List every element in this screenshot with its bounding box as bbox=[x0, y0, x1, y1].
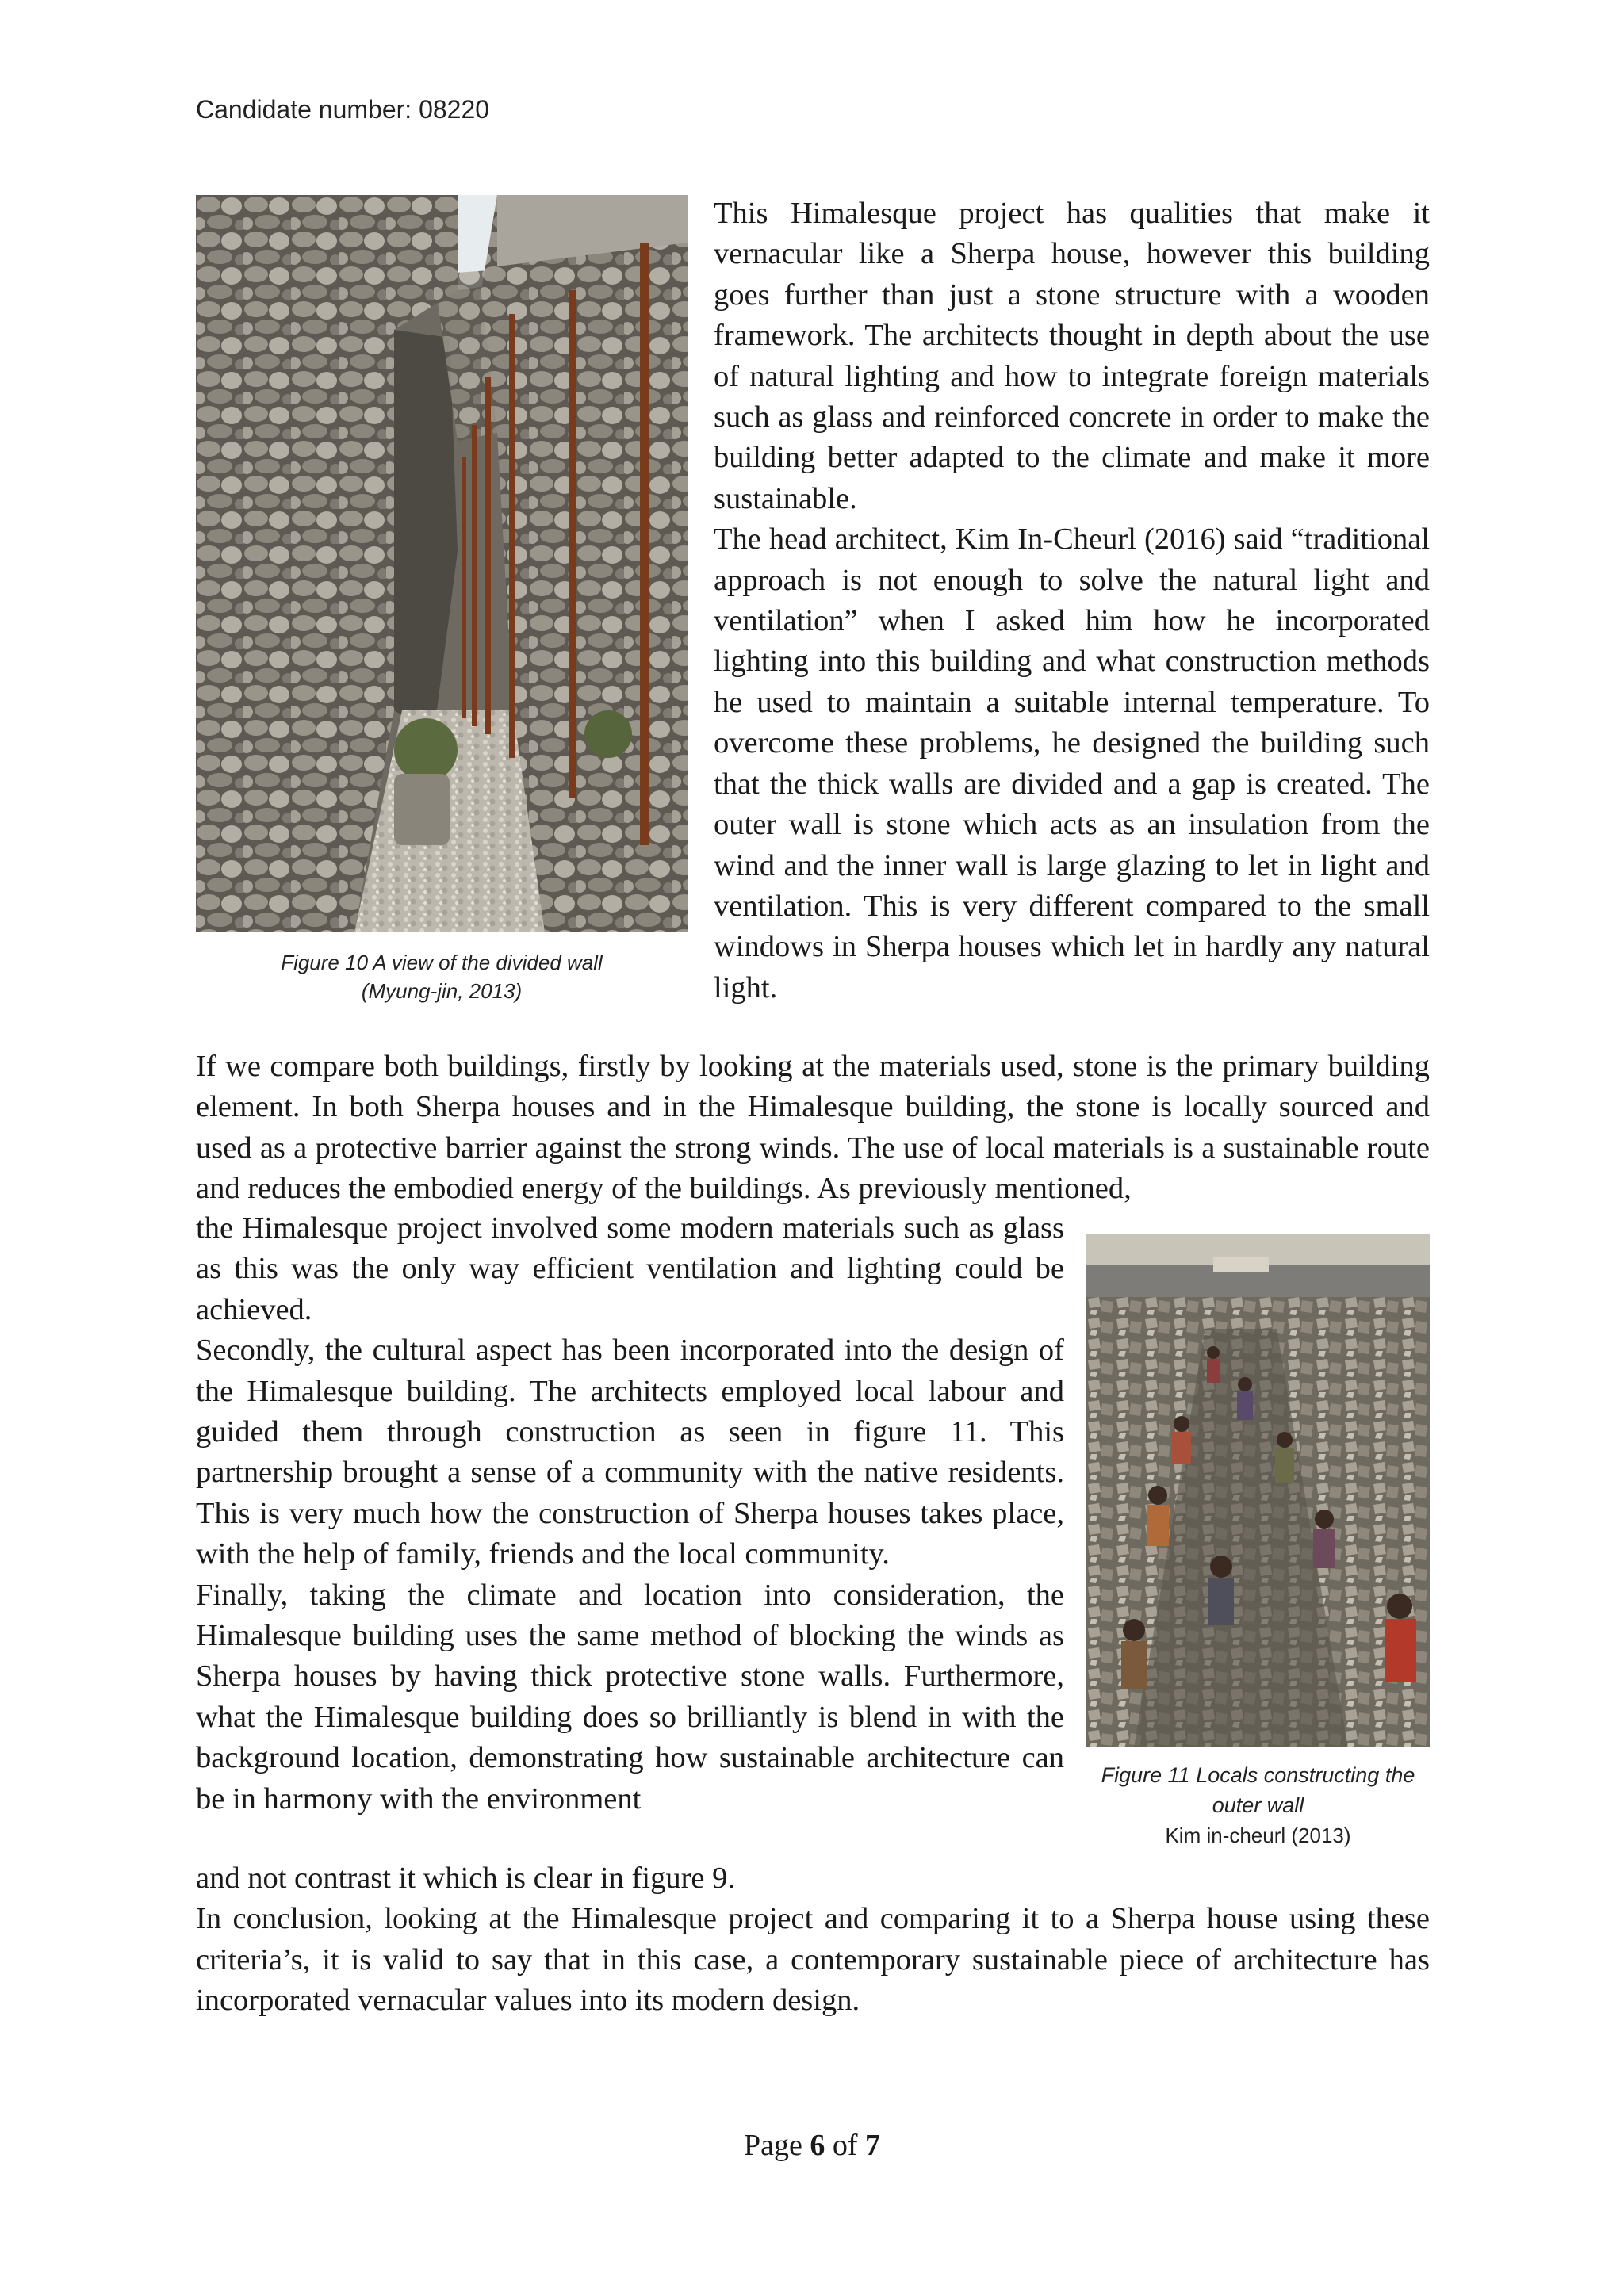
paragraph-2: The head architect, Kim In-Cheurl (2016) said “traditional approach is not enough to solve the natural light and ventilation” when I asked him how he incorporated lighting into this building and what construction methods he used to maintain a suitable internal temperature. To overcome these problems, he designed the building such that the thick walls are divided and a gap is created. The outer wall is stone which acts as an insulation from the wind and the inner wall is large glazing to let in light and ventilation. This is very different compared to the small windows in Sherpa houses which let in hardly any natural light. bbox=[714, 522, 1430, 1004]
divided-wall-image bbox=[196, 195, 688, 932]
figure-10-caption-credit: (Myung-jin, 2013) bbox=[361, 979, 523, 1003]
figure-11-photo bbox=[1086, 1234, 1430, 1747]
locals-construction-image bbox=[1086, 1234, 1430, 1747]
figure-10-caption bbox=[196, 948, 688, 1005]
paragraph-6: In conclusion, looking at the Himalesque project and comparing it to a Sherpa house using these criteria’s, it is valid to say that in this case, a contemporary sustainable piece of architecture has incorporated vernacular values into its modern design. bbox=[196, 1902, 1430, 2018]
left-column-text bbox=[196, 1208, 1064, 1820]
paragraph-1: This Himalesque project has qualities that make it vernacular like a Sherpa house, however this building goes further than just a stone structure with a wooden framework. The architects thought in depth about the use of natural lighting and how to integrate foreign materials such as glass and reinforced concrete in order to make the building better adapted to the climate and make it more sustainable. bbox=[714, 197, 1430, 515]
paragraph-3-text: If we compare both buildings, firstly by looking at the materials used, stone is the primary building element. In both Sherpa houses and in the Himalesque building, the stone is locally sourced and used as a protective barrier against the strong winds. The use of local materials is a sustainable route and reduces the embodied energy of the buildings. As previously mentioned, bbox=[196, 1050, 1430, 1206]
closing-text bbox=[196, 1858, 1430, 2022]
figure-11-caption-credit: Kim in-cheurl (2013) bbox=[1165, 1823, 1351, 1847]
figure-11-caption-title-cont: outer wall bbox=[1212, 1793, 1304, 1817]
figure-10-caption-title: Figure 10 A view of the divided wall bbox=[281, 951, 603, 974]
figure-11-caption bbox=[1078, 1760, 1438, 1850]
paragraph-3 bbox=[196, 1047, 1430, 1210]
of-label: of bbox=[832, 2129, 858, 2162]
figure-10-photo bbox=[196, 195, 688, 932]
page-label: Page bbox=[743, 2129, 802, 2162]
candidate-number-header: Candidate number: 08220 bbox=[196, 95, 490, 124]
paragraph-3-continued: the Himalesque project involved some modern materials such as glass as this was the only way efficient ventilation and lighting could be achieved. bbox=[196, 1211, 1064, 1326]
page-total: 7 bbox=[865, 2129, 881, 2162]
paragraph-5-end: and not contrast it which is clear in figure 9. bbox=[196, 1862, 735, 1895]
figure-11-caption-title: Figure 11 Locals constructing the bbox=[1101, 1763, 1415, 1787]
page-footer bbox=[0, 2128, 1624, 2163]
right-column-text bbox=[714, 193, 1430, 1008]
paragraph-4: Secondly, the cultural aspect has been incorporated into the design of the Himalesque building. The architects employed local labour and guided them through construction as seen in figure 11. This partnership brought a sense of a community with the native residents. This is very much how the construction of Sherpa houses takes place, with the help of family, friends and the local community. bbox=[196, 1334, 1064, 1571]
page-number: 6 bbox=[810, 2129, 825, 2162]
paragraph-5: Finally, taking the climate and location into consideration, the Himalesque building uses the same method of blocking the winds as Sherpa houses by having thick protective stone walls. Furthermore, what the Himalesque building does so brilliantly is blend in with the background location, demonstrating how sustainable architecture can be in harmony with the environment bbox=[196, 1578, 1064, 1816]
